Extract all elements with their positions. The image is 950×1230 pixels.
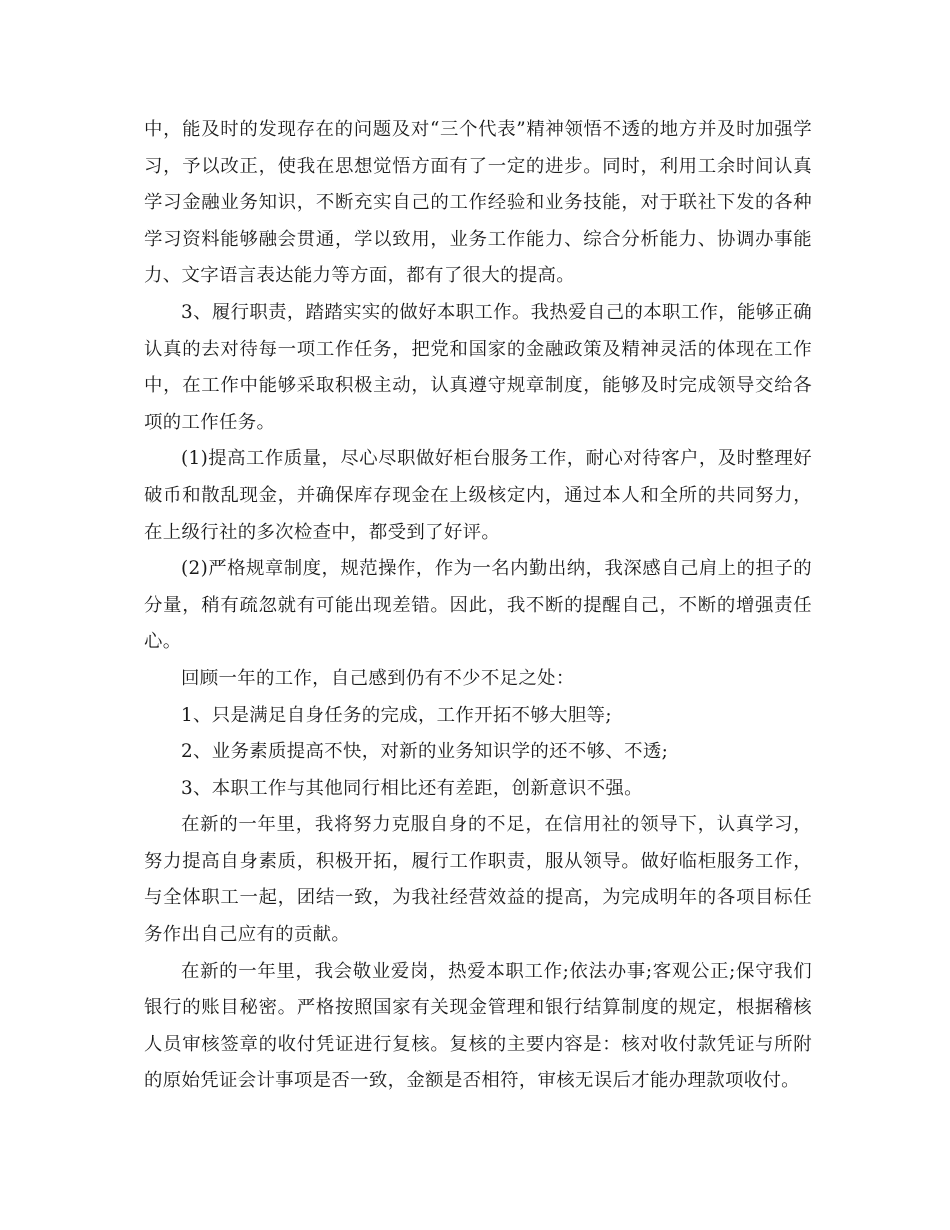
paragraph: 中，能及时的发现存在的问题及对“三个代表”精神领悟不透的地方并及时加强学习，予以改正，使我在思想觉悟方面有了一定的进步。同时，利用工余时间认真学习金融业务知识，不断充实自己的工作经验和业务技能，对于联社下发的各种学习资料能够融会贯通，学以致用，业务工作能力、综合分析能力、协调办事能力、文字语言表达能力等方面，都有了很大的提高。 [144, 119, 812, 287]
paragraph: 回顾一年的工作，自己感到仍有不少不足之处： [181, 667, 575, 689]
paragraph: (1)提高工作质量，尽心尽职做好柜台服务工作，耐心对待客户，及时整理好破币和散乱现金，并确保库存现金在上级核定内，通过本人和全所的共同努力，在上级行社的多次检查中，都受到了好评。 [144, 448, 812, 543]
document-body [144, 112, 812, 1100]
paragraph: 3、履行职责，踏踏实实的做好本职工作。我热爱自己的本职工作，能够正确认真的去对待每一项工作任务，把党和国家的金融政策及精神灵活的体现在工作中，在工作中能够采取积极主动，认真遵守规章制度，能够及时完成领导交给各项的工作任务。 [144, 301, 812, 433]
list-item: 2、业务素质提高不快，对新的业务知识学的还不够、不透; [181, 741, 669, 763]
paragraph: 在新的一年里，我将努力克服自身的不足，在信用社的领导下，认真学习，努力提高自身素质，积极开拓，履行工作职责，服从领导。做好临柜服务工作，与全体职工一起，团结一致，为我社经营效益的提高，为完成明年的各项目标任务作出自己应有的贡献。 [144, 814, 812, 946]
list-item: 3、本职工作与其他同行相比还有差距，创新意识不强。 [181, 777, 643, 799]
paragraph: 在新的一年里，我会敬业爱岗，热爱本职工作;依法办事;客观公正;保守我们银行的账目秘密。严格按照国家有关现金管理和银行结算制度的规定，根据稽核人员审核签章的收付凭证进行复核。复核的主要内容是：核对收付款凭证与所附的原始凭证会计事项是否一致，金额是否相符，审核无误后才能办理款项收付。 [144, 960, 812, 1092]
paragraph: (2)严格规章制度，规范操作，作为一名内勤出纳，我深感自己肩上的担子的分量，稍有疏忽就有可能出现差错。因此，我不断的提醒自己，不断的增强责任心。 [144, 558, 812, 653]
list-item: 1、只是满足自身任务的完成，工作开拓不够大胆等; [181, 704, 612, 726]
